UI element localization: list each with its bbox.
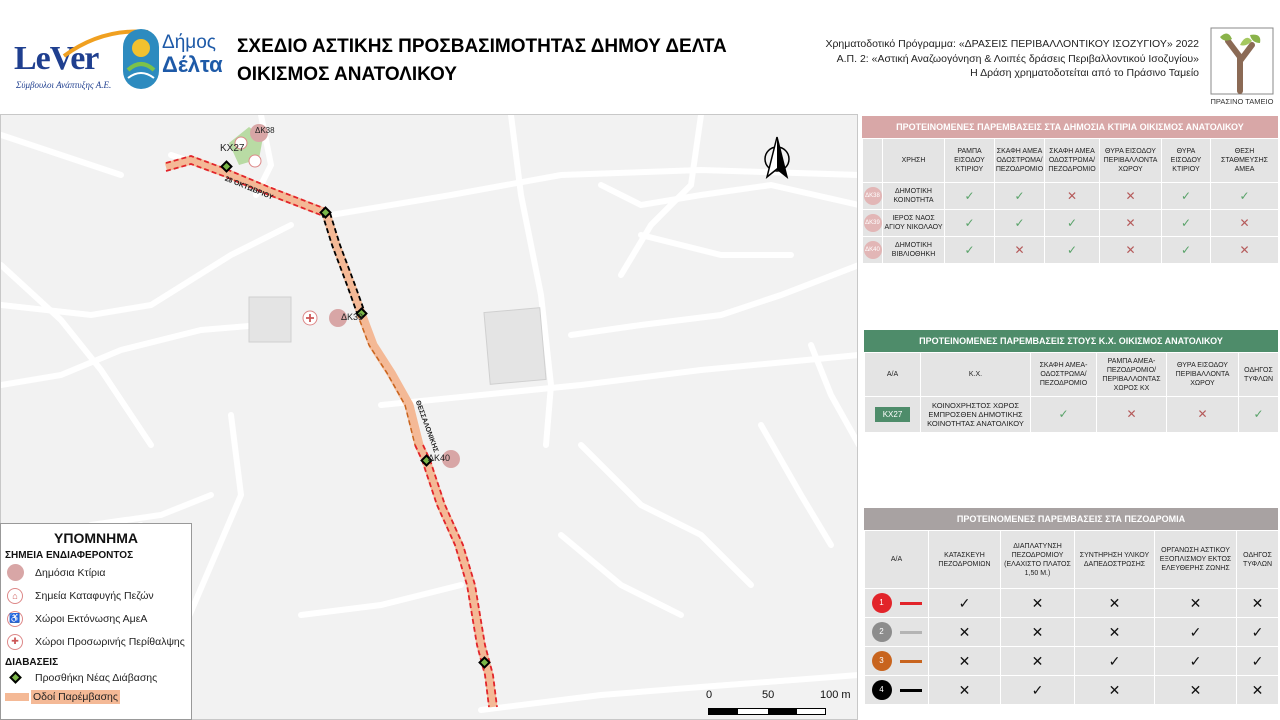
cell-value: ✓: [1155, 647, 1237, 676]
cell-value: ✕: [1001, 589, 1075, 618]
building-block: [484, 308, 546, 385]
legend-item-public-buildings: [1, 561, 191, 584]
sidewalks-panel-title: ΠΡΟΤΕΙΝΟΜΕΝΕΣ ΠΑΡΕΜΒΑΣΕΙΣ ΣΤΑ ΠΕΖΟΔΡΟΜΙΑ: [864, 508, 1278, 530]
title-line-1: ΣΧΕΔΙΟ ΑΣΤΙΚΗΣ ΠΡΟΣΒΑΣΙΜΟΤΗΤΑΣ ΔΗΜΟΥ ΔΕΛΤΑ: [237, 36, 727, 57]
col-header: ΣΥΝΤΗΡΗΣΗ ΥΛΙΚΟΥ ΔΑΠΕΔΟΣΤΡΩΣΗΣ: [1075, 531, 1155, 589]
col-header: ΟΔΗΓΟΣ ΤΥΦΛΩΝ: [1239, 353, 1279, 397]
building-code-badge: ΔΚ40: [864, 241, 882, 259]
sidewalks-header-row: [865, 531, 1279, 589]
cell-value: ✕: [1155, 589, 1237, 618]
legend-item-wheelchair: [1, 607, 191, 630]
building-block: [249, 297, 291, 342]
cell-value: ✓: [1045, 237, 1100, 264]
cell-value: ✓: [945, 183, 995, 210]
col-header: ΘΥΡΑ ΕΙΣΟΔΟΥ ΚΤΙΡΙΟΥ: [1162, 139, 1211, 183]
sidewalk-type-line-swatch: [900, 631, 922, 634]
col-header: ΘΥΡΑ ΕΙΣΟΔΟΥ ΠΕΡΙΒΑΛΛΟΝΤΑ ΧΩΡΟΥ: [1100, 139, 1162, 183]
common-spaces-panel-title: ΠΡΟΤΕΙΝΟΜΕΝΕΣ ΠΑΡΕΜΒΑΣΕΙΣ ΣΤΟΥΣ Κ.Χ. ΟΙΚΙΣΜΟΣ ΑΝΑΤΟΛΙΚΟΥ: [864, 330, 1278, 352]
cell-value: ✕: [1211, 237, 1279, 264]
col-header: ΟΡΓΑΝΩΣΗ ΑΣΤΙΚΟΥ ΕΞΟΠΛΙΣΜΟΥ ΕΚΤΟΣ ΕΛΕΥΘΕΡΗΣ ΖΩΝΗΣ: [1155, 531, 1237, 589]
building-code-badge: ΔΚ39: [864, 214, 882, 232]
street-label-28-oktovriou: 28 ΟΚΤΩΒΡΙΟΥ: [223, 175, 275, 202]
cell-value: ✓: [1162, 210, 1211, 237]
intervention-road-swatch: [5, 693, 29, 701]
col-header: ΡΑΜΠΑ ΕΙΣΟΔΟΥ ΚΤΙΡΙΟΥ: [945, 139, 995, 183]
common-space-code-badge: ΚΧ27: [875, 407, 911, 422]
col-header: ΣΚΑΦΗ ΑΜΕΑ ΟΔΟΣΤΡΩΜΑ/ ΠΕΖΟΔΡΟΜΙΟ: [1045, 139, 1100, 183]
wheelchair-icon: [249, 155, 261, 167]
delta-logo-word1: Δήμος: [162, 32, 216, 53]
cell-value: ✕: [1075, 618, 1155, 647]
sidewalk-line-type-1: [415, 445, 489, 707]
cell-value: ✓: [1045, 210, 1100, 237]
col-header: Κ.Χ.: [921, 353, 1031, 397]
col-header: ΘΕΣΗ ΣΤΑΘΜΕΥΣΗΣ ΑΜΕΑ: [1211, 139, 1279, 183]
cell-value: ✓: [1162, 237, 1211, 264]
table-row: [865, 618, 1279, 647]
col-header: ΧΡΗΣΗ: [883, 139, 945, 183]
cell-value: ✕: [1075, 676, 1155, 705]
legend-item-label: Χώροι Προσωρινής Περίθαλψης: [35, 635, 185, 648]
cell-value: ✓: [1031, 397, 1097, 433]
sidewalk-type-number: 1: [872, 593, 892, 613]
funding-line-3: Η Δράση χρηματοδοτείται από το Πράσινο Ταμείο: [970, 67, 1199, 79]
sidewalks-panel: [864, 508, 1278, 705]
building-use: ΔΗΜΟΤΙΚΗ ΚΟΙΝΟΤΗΤΑ: [883, 183, 945, 210]
delta-emblem-icon: [122, 28, 160, 90]
sidewalk-type-line-swatch: [900, 660, 922, 663]
delta-logo-word2: Δέλτα: [162, 52, 223, 77]
funding-info: [825, 37, 1199, 81]
common-spaces-header-row: [865, 353, 1279, 397]
legend-item-label: Οδοί Παρέμβασης: [33, 690, 118, 703]
scale-label-50: 50: [762, 689, 775, 701]
legend-title: ΥΠΟΜΝΗΜΑ: [54, 530, 138, 546]
intervention-roads: [166, 160, 493, 707]
legend-section-crossings: ΔΙΑΒΑΣΕΙΣ: [5, 657, 59, 668]
tree-logo-icon: [1210, 27, 1274, 95]
cell-value: ✕: [1001, 647, 1075, 676]
col-header: ΔΙΑΠΛΑΤΥΝΣΗ ΠΕΖΟΔΡΟΜΙΟΥ (ΕΛΑΧΙΣΤΟ ΠΛΑΤΟΣ 1,50 Μ.): [1001, 531, 1075, 589]
table-row: [865, 397, 1279, 433]
cell-value: ✕: [1075, 589, 1155, 618]
legend-section-points: ΣΗΜΕΙΑ ΕΝΔΙΑΦΕΡΟΝΤΟΣ: [5, 550, 134, 561]
public-buildings-panel-title: ΠΡΟΤΕΙΝΟΜΕΝΕΣ ΠΑΡΕΜΒΑΣΕΙΣ ΣΤΑ ΔΗΜΟΣΙΑ ΚΤΙΡΙΑ ΟΙΚΙΣΜΟΣ ΑΝΑΤΟΛΙΚΟΥ: [862, 116, 1278, 138]
wheelchair-icon: ♿: [7, 611, 23, 627]
cell-value: ✓: [1075, 647, 1155, 676]
sidewalk-type-line-swatch: [900, 602, 922, 605]
cell-value: ✕: [1045, 183, 1100, 210]
cell-value: ✕: [1155, 676, 1237, 705]
map-label-dk39: ΔΚ39: [341, 312, 364, 322]
delta-municipality-logo: [122, 28, 226, 92]
cell-value: ✓: [945, 237, 995, 264]
cell-value: ✕: [1097, 397, 1167, 433]
public-buildings-header-row: [863, 139, 1279, 183]
lever-logo-subtitle: Σύμβουλοι Ανάπτυξης Α.Ε.: [16, 80, 112, 90]
common-spaces-table: [864, 352, 1279, 433]
cell-value: ✓: [1211, 183, 1279, 210]
legend-item-new-crossing: [1, 668, 191, 687]
col-header: ΡΑΜΠΑ ΑΜΕΑ- ΠΕΖΟΔΡΟΜΙΟ/ ΠΕΡΙΒΑΛΛΟΝΤΑΣ ΧΩΡΟΣ ΚΧ: [1097, 353, 1167, 397]
cell-value: ✕: [995, 237, 1045, 264]
scale-label-100: 100 m: [820, 689, 851, 701]
legend-item-first-aid: [1, 630, 191, 653]
map-legend: [0, 523, 192, 720]
funding-line-1: Χρηματοδοτικό Πρόγραμμα: «ΔΡΑΣΕΙΣ ΠΕΡΙΒΑΛΛΟΝΤΙΚΟΥ ΙΣΟΖΥΓΙΟΥ» 2022: [825, 38, 1199, 50]
table-row: [865, 676, 1279, 705]
building-code-badge: ΔΚ38: [864, 187, 882, 205]
cell-value: ✕: [929, 618, 1001, 647]
col-header: ΣΚΑΦΗ ΑΜΕΑ ΟΔΟΣΤΡΩΜΑ/ ΠΕΖΟΔΡΟΜΙΟ: [995, 139, 1045, 183]
new-crossing-icon: [9, 671, 22, 684]
cell-value: ✕: [1100, 237, 1162, 264]
green-fund-logo: [1210, 27, 1274, 109]
cell-value: ✓: [1239, 397, 1279, 433]
cell-value: ✕: [1001, 618, 1075, 647]
table-row: [863, 237, 1279, 264]
cell-value: ✓: [945, 210, 995, 237]
map-label-dk38: ΔΚ38: [255, 126, 275, 135]
header-spacer: [863, 139, 883, 183]
legend-item-label: Σημεία Καταφυγής Πεζών: [35, 589, 154, 602]
legend-item-label: Δημόσια Κτίρια: [35, 566, 106, 579]
building-use: ΔΗΜΟΤΙΚΗ ΒΙΒΛΙΟΘΗΚΗ: [883, 237, 945, 264]
page-title: [237, 33, 727, 89]
street-label-thessalonikis: ΘΕΣΣΑΛΟΝΙΚΗΣ: [413, 399, 440, 454]
legend-item-label: Προσθήκη Νέας Διάβασης: [35, 671, 158, 684]
green-fund-label: ΠΡΑΣΙΝΟ ΤΑΜΕΙΟ: [1210, 97, 1274, 106]
common-space-name: ΚΟΙΝΟΧΡΗΣΤΟΣ ΧΩΡΟΣ ΕΜΠΡΟΣΘΕΝ ΔΗΜΟΤΙΚΗΣ ΚΟΙΝΟΤΗΤΑΣ ΑΝΑΤΟΛΙΚΟΥ: [921, 397, 1031, 433]
col-header: Α/Α: [865, 353, 921, 397]
cell-value: ✓: [995, 183, 1045, 210]
col-header: Α/Α: [865, 531, 929, 589]
sidewalks-table: [864, 530, 1279, 705]
map-label-kx27: ΚΧ27: [220, 143, 245, 154]
table-row: [863, 210, 1279, 237]
public-building-icon: [7, 564, 24, 581]
legend-item-roads: [1, 687, 191, 706]
cell-value: ✕: [1237, 589, 1279, 618]
table-row: [863, 183, 1279, 210]
public-buildings-table: [862, 138, 1279, 264]
public-buildings-panel: [862, 116, 1278, 264]
sidewalk-type-line-swatch: [900, 689, 922, 692]
scale-bar-graphic: [708, 708, 826, 715]
scale-bar: [706, 689, 851, 717]
cell-value: ✕: [1237, 676, 1279, 705]
cell-value: ✕: [1211, 210, 1279, 237]
first-aid-icon: ✚: [7, 634, 23, 650]
cell-value: ✓: [1162, 183, 1211, 210]
map-label-dk40: ΔΚ40: [428, 453, 451, 463]
building-use: ΙΕΡΟΣ ΝΑΟΣ ΑΓΙΟΥ ΝΙΚΟΛΑΟΥ: [883, 210, 945, 237]
title-line-2: ΟΙΚΙΣΜΟΣ ΑΝΑΤΟΛΙΚΟΥ: [237, 64, 457, 85]
cell-value: ✕: [929, 647, 1001, 676]
sidewalk-type-number: 4: [872, 680, 892, 700]
funding-line-2: Α.Π. 2: «Αστική Αναζωογόνηση & Λοιπές δράσεις Περιβαλλοντικού Ισοζυγίου»: [836, 52, 1199, 65]
scale-label-0: 0: [706, 689, 713, 701]
cell-value: ✓: [995, 210, 1045, 237]
pedestrian-refuge-icon: ⌂: [7, 588, 23, 604]
cell-value: ✕: [1100, 183, 1162, 210]
sidewalk-type-number: 2: [872, 622, 892, 642]
cell-value: ✕: [1167, 397, 1239, 433]
legend-item-refuge: [1, 584, 191, 607]
col-header: ΣΚΑΦΗ ΑΜΕΑ- ΟΔΟΣΤΡΩΜΑ/ ΠΕΖΟΔΡΟΜΙΟ: [1031, 353, 1097, 397]
cell-value: ✕: [1100, 210, 1162, 237]
cell-value: ✓: [929, 589, 1001, 618]
cell-value: ✓: [1001, 676, 1075, 705]
col-header: ΟΔΗΓΟΣ ΤΥΦΛΩΝ: [1237, 531, 1279, 589]
lever-logo-word: LeVer: [14, 40, 99, 77]
table-row: [865, 589, 1279, 618]
table-row: [865, 647, 1279, 676]
cell-value: ✓: [1237, 647, 1279, 676]
common-spaces-panel: [864, 330, 1278, 433]
cell-value: ✓: [1155, 618, 1237, 647]
cell-value: ✕: [929, 676, 1001, 705]
legend-item-label: Χώροι Εκτόνωσης ΑμεΑ: [35, 612, 148, 625]
lever-logo: [14, 38, 119, 92]
col-header: ΚΑΤΑΣΚΕΥΗ ΠΕΖΟΔΡΟΜΙΩΝ: [929, 531, 1001, 589]
sidewalk-type-number: 3: [872, 651, 892, 671]
header: [0, 0, 1280, 112]
north-arrow-icon: [765, 137, 789, 177]
col-header: ΘΥΡΑ ΕΙΣΟΔΟΥ ΠΕΡΙΒΑΛΛΟΝΤΑ ΧΩΡΟΥ: [1167, 353, 1239, 397]
cell-value: ✓: [1237, 618, 1279, 647]
